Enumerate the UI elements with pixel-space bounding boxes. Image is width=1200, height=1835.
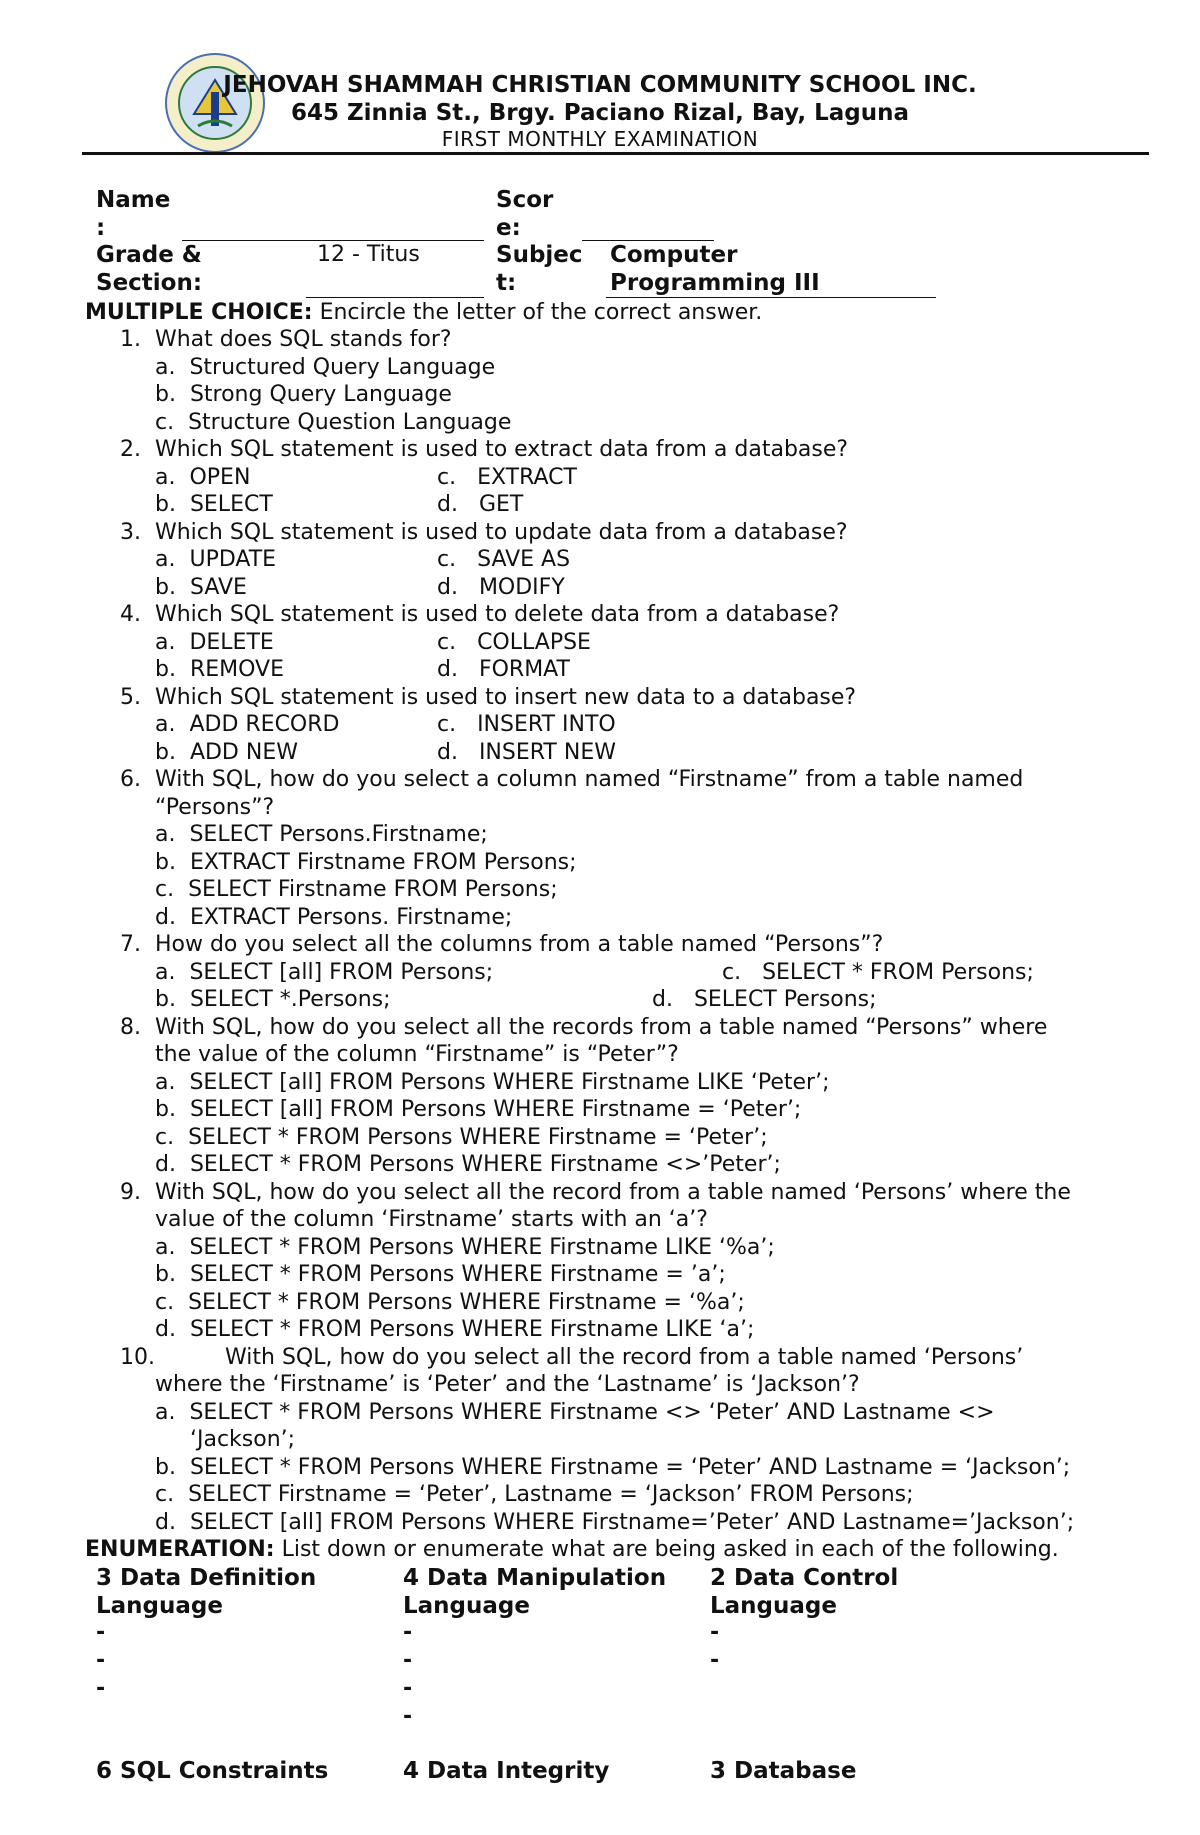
enum-dml-title: 4 Data Manipulation (403, 1565, 667, 1591)
q6-choice-c[interactable]: c. SELECT Firstname FROM Persons; (155, 877, 558, 902)
subject-label-cont: t: (496, 270, 517, 296)
q3-choice-d[interactable]: d. MODIFY (437, 575, 565, 600)
q6-choice-b[interactable]: b. EXTRACT Firstname FROM Persons; (155, 850, 577, 875)
question-10-number: 10. (120, 1345, 155, 1370)
q6-choice-a[interactable]: a. SELECT Persons.Firstname; (155, 822, 488, 847)
enum-constraints-title: 6 SQL Constraints (96, 1758, 329, 1784)
q3-choice-b[interactable]: b. SAVE (155, 575, 247, 600)
q5-choice-b[interactable]: b. ADD NEW (155, 740, 298, 765)
q3-choice-a[interactable]: a. UPDATE (155, 547, 277, 572)
question-7: 7. How do you select all the columns from a table named “Persons”? (120, 932, 884, 957)
q1-choice-c[interactable]: c. Structure Question Language (155, 410, 512, 435)
question-2: 2. Which SQL statement is used to extract data from a database? (120, 437, 849, 462)
exam-title: FIRST MONTHLY EXAMINATION (441, 127, 759, 151)
enum-ddl-title-cont: Language (96, 1593, 223, 1619)
school-name: JEHOVAH SHAMMAH CHRISTIAN COMMUNITY SCHOOL INC. (223, 72, 977, 98)
score-label-cont: e: (496, 215, 521, 241)
grade-section-label: Grade & (96, 242, 202, 268)
subject-field[interactable] (606, 297, 936, 298)
dml-answer-2[interactable]: - (403, 1648, 413, 1673)
mc-instruction-text: Encircle the letter of the correct answer. (312, 300, 763, 325)
q5-choice-a[interactable]: a. ADD RECORD (155, 712, 340, 737)
question-3: 3. Which SQL statement is used to update data from a database? (120, 520, 848, 545)
q8-choice-c[interactable]: c. SELECT * FROM Persons WHERE Firstname = ‘Peter’; (155, 1125, 768, 1150)
enum-heading: ENUMERATION: (85, 1537, 275, 1562)
question-6: 6. With SQL, how do you select a column named “Firstname” from a table named (120, 767, 1024, 792)
grade-section-field[interactable] (306, 297, 484, 298)
q4-choice-b[interactable]: b. REMOVE (155, 657, 284, 682)
ddl-answer-2[interactable]: - (96, 1648, 106, 1673)
subject-value: Computer (610, 242, 738, 268)
q2-choice-d[interactable]: d. GET (437, 492, 524, 517)
q7-choice-d[interactable]: d. SELECT Persons; (652, 987, 877, 1012)
school-address: 645 Zinnia St., Brgy. Paciano Rizal, Bay, Laguna (290, 100, 910, 126)
enum-dcl-title: 2 Data Control (710, 1565, 899, 1591)
dml-answer-4[interactable]: - (403, 1704, 413, 1729)
name-colon: : (96, 215, 106, 241)
dml-answer-3[interactable]: - (403, 1676, 413, 1701)
q2-choice-c[interactable]: c. EXTRACT (437, 465, 577, 490)
q4-choice-a[interactable]: a. DELETE (155, 630, 274, 655)
name-label: Name (96, 187, 171, 213)
q2-choice-a[interactable]: a. OPEN (155, 465, 251, 490)
ddl-answer-3[interactable]: - (96, 1676, 106, 1701)
q2-choice-b[interactable]: b. SELECT (155, 492, 273, 517)
q7-choice-b[interactable]: b. SELECT *.Persons; (155, 987, 391, 1012)
question-9: 9. With SQL, how do you select all the record from a table named ‘Persons’ where the (120, 1180, 1071, 1205)
q10-choice-c[interactable]: c. SELECT Firstname = ‘Peter’, Lastname = ‘Jackson’ FROM Persons; (155, 1482, 914, 1507)
dml-answer-1[interactable]: - (403, 1620, 413, 1645)
q9-choice-a[interactable]: a. SELECT * FROM Persons WHERE Firstname LIKE ‘%a’; (155, 1235, 775, 1260)
q9-choice-c[interactable]: c. SELECT * FROM Persons WHERE Firstname = ‘%a’; (155, 1290, 745, 1315)
q8-choice-b[interactable]: b. SELECT [all] FROM Persons WHERE Firstname = ‘Peter’; (155, 1097, 802, 1122)
q9-choice-d[interactable]: d. SELECT * FROM Persons WHERE Firstname LIKE ‘a’; (155, 1317, 755, 1342)
q7-choice-c[interactable]: c. SELECT * FROM Persons; (722, 960, 1034, 985)
q10-choice-a-cont: ‘Jackson’; (190, 1427, 296, 1452)
header-divider (82, 152, 1149, 155)
q3-choice-c[interactable]: c. SAVE AS (437, 547, 571, 572)
q5-choice-d[interactable]: d. INSERT NEW (437, 740, 616, 765)
question-5: 5. Which SQL statement is used to insert new data to a database? (120, 685, 857, 710)
question-10: With SQL, how do you select all the record from a table named ‘Persons’ (225, 1345, 1024, 1370)
question-10-cont: where the ‘Firstname’ is ‘Peter’ and the ‘Lastname’ is ‘Jackson’? (155, 1372, 860, 1397)
q9-choice-b[interactable]: b. SELECT * FROM Persons WHERE Firstname = ’a’; (155, 1262, 726, 1287)
score-label: Scor (496, 187, 554, 213)
subject-label: Subjec (496, 242, 583, 268)
enum-database-title: 3 Database (710, 1758, 857, 1784)
q1-choice-a[interactable]: a. Structured Query Language (155, 355, 496, 380)
grade-section-value: 12 - Titus (317, 242, 420, 267)
mc-heading: MULTIPLE CHOICE: (85, 300, 313, 325)
enum-dml-title-cont: Language (403, 1593, 530, 1619)
question-1: 1. What does SQL stands for? (120, 327, 452, 352)
question-8-cont: the value of the column “Firstname” is “Peter”? (155, 1042, 679, 1067)
ddl-answer-1[interactable]: - (96, 1620, 106, 1645)
q10-choice-d[interactable]: d. SELECT [all] FROM Persons WHERE Firstname=’Peter’ AND Lastname=’Jackson’; (155, 1510, 1075, 1535)
q8-choice-d[interactable]: d. SELECT * FROM Persons WHERE Firstname <>’Peter’; (155, 1152, 781, 1177)
q4-choice-d[interactable]: d. FORMAT (437, 657, 570, 682)
q8-choice-a[interactable]: a. SELECT [all] FROM Persons WHERE Firstname LIKE ‘Peter’; (155, 1070, 830, 1095)
q4-choice-c[interactable]: c. COLLAPSE (437, 630, 591, 655)
enum-ddl-title: 3 Data Definition (96, 1565, 317, 1591)
enum-dcl-title-cont: Language (710, 1593, 837, 1619)
dcl-answer-2[interactable]: - (710, 1648, 720, 1673)
enum-instructions (85, 1536, 1059, 1563)
question-8: 8. With SQL, how do you select all the records from a table named “Persons” where (120, 1015, 1048, 1040)
q5-choice-c[interactable]: c. INSERT INTO (437, 712, 616, 737)
question-9-cont: value of the column ‘Firstname’ starts with an ‘a’? (155, 1207, 708, 1232)
mc-instructions (85, 299, 762, 326)
q10-choice-b[interactable]: b. SELECT * FROM Persons WHERE Firstname = ‘Peter’ AND Lastname = ‘Jackson’; (155, 1455, 1071, 1480)
subject-value-cont: Programming III (610, 270, 820, 296)
enum-integrity-title: 4 Data Integrity (403, 1758, 610, 1784)
dcl-answer-1[interactable]: - (710, 1620, 720, 1645)
enum-instruction-text: List down or enumerate what are being asked in each of the following. (274, 1537, 1059, 1562)
q10-choice-a[interactable]: a. SELECT * FROM Persons WHERE Firstname <> ‘Peter’ AND Lastname <> (155, 1400, 995, 1425)
q7-choice-a[interactable]: a. SELECT [all] FROM Persons; (155, 960, 494, 985)
question-6-cont: “Persons”? (155, 795, 275, 820)
q6-choice-d[interactable]: d. EXTRACT Persons. Firstname; (155, 905, 513, 930)
q1-choice-b[interactable]: b. Strong Query Language (155, 382, 452, 407)
question-4: 4. Which SQL statement is used to delete data from a database? (120, 602, 840, 627)
grade-section-label-cont: Section: (96, 270, 203, 296)
